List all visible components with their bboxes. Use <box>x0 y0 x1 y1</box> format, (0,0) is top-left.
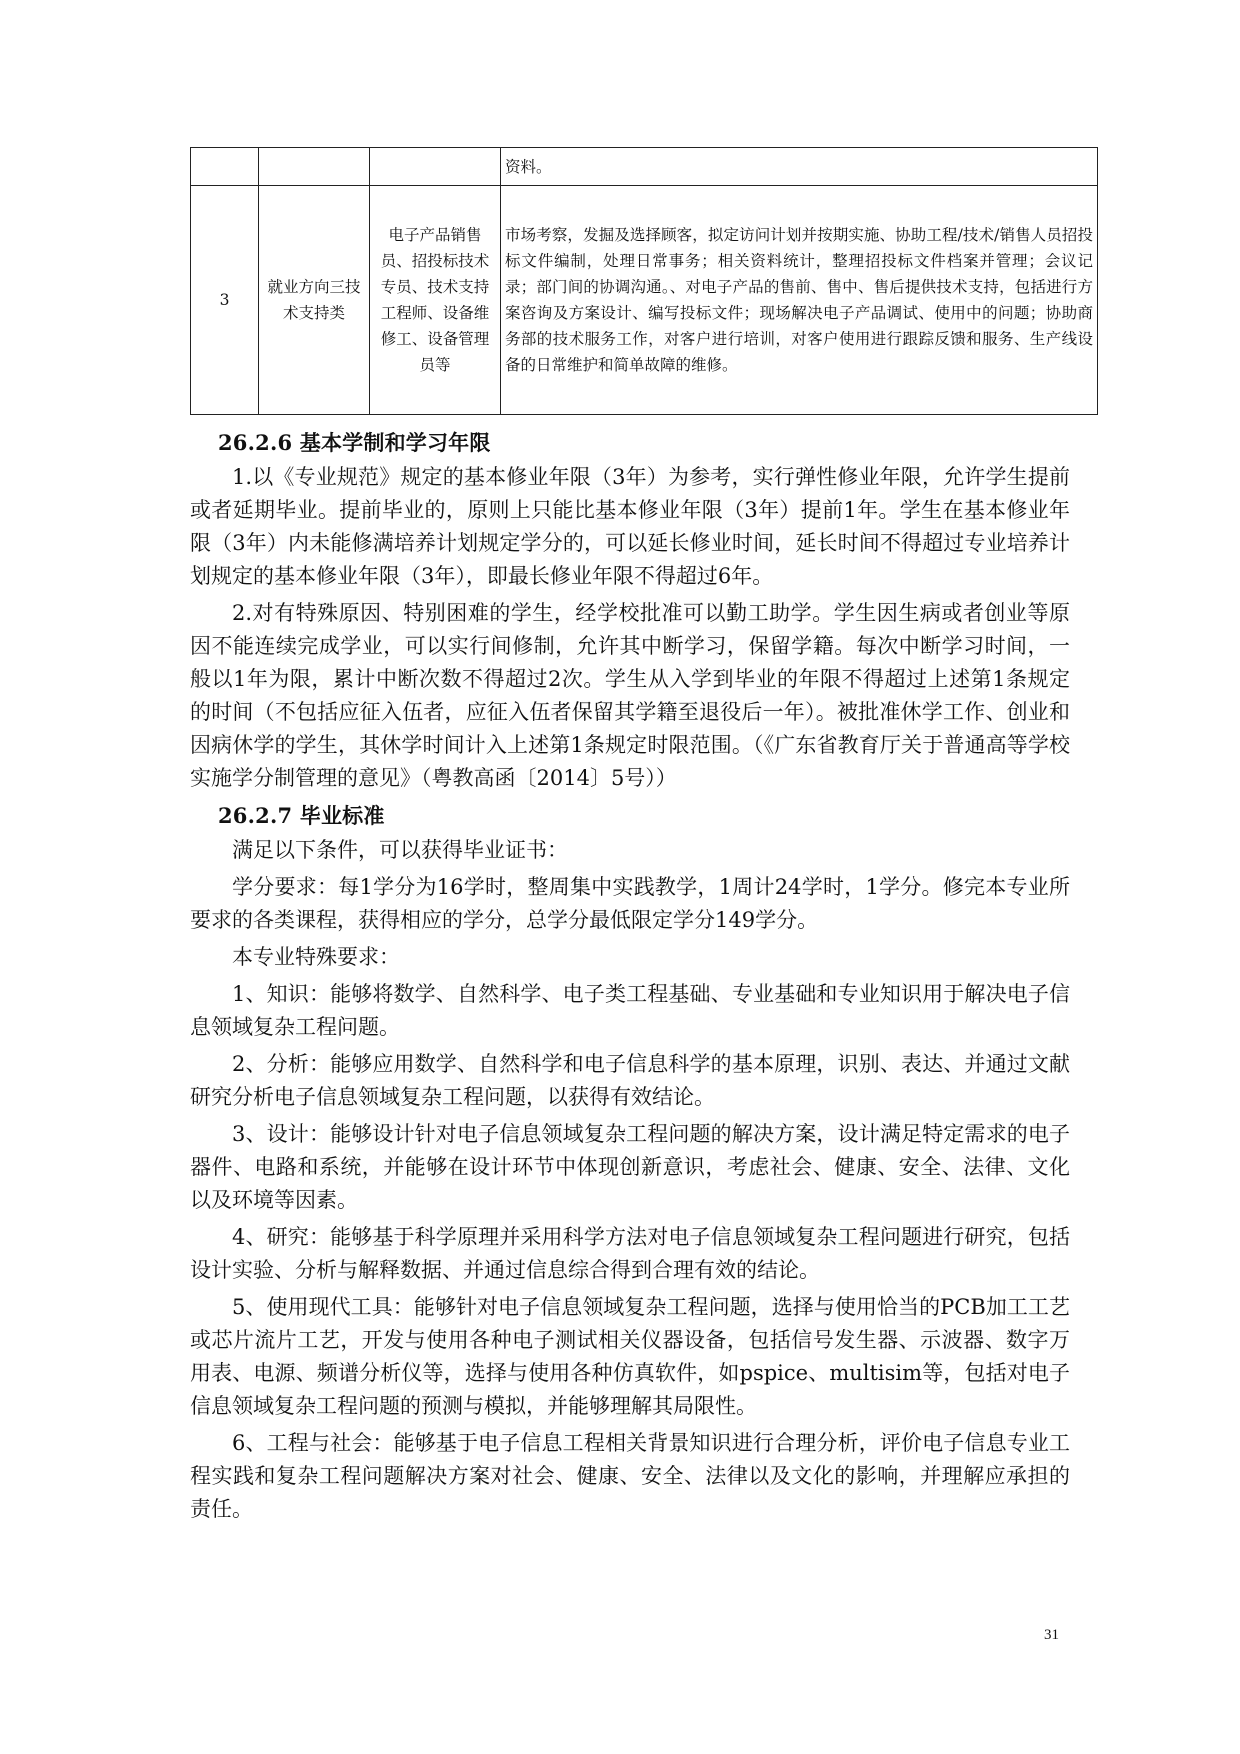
table-cell-positions: 电子产品销售员、招投标技术专员、技术支持工程师、设备维修工、设备管理员等 <box>370 186 501 415</box>
section-heading-duration: 26.2.6 基本学制和学习年限 <box>218 430 491 455</box>
paragraph: 2.对有特殊原因、特别困难的学生，经学校批准可以勤工助学。学生因生病或者创业等原因不能连续完成学业，可以实行间修制，允许其中断学习，保留学籍。每次中断学习时间，一般以1年为限，累计中断次数不得超过2次。学生从入学到毕业的年限不得超过上述第1条规定的时间（不包括应征入伍者，应征入伍者保留其学籍至退役后一年）。被批准休学工作、创业和因病休学的学生，其休学时间计入上述第1条规定时限范围。（《广东省教育厅关于普通高等学校实施学分制管理的意见》（粤教高函〔2014〕5号）） <box>190 601 1070 790</box>
description-text: 市场考察，发掘及选择顾客，拟定访问计划并按期实施、协助工程/技术/销售人员招投标文件编制，处理日常事务；相关资料统计，整理招投标文件档案并管理；会议记录；部门间的协调沟通。、对电子产品的售前、售中、售后提供技术支持，包括进行方案咨询及方案设计、编写投标文件；现场解决电子产品调试、使用中的问题；协助商务部的技术服务工作，对客户进行培训，对客户使用进行跟踪反馈和服务、生产线设备的日常维护和简单故障的维修。 <box>505 226 1093 374</box>
paragraph: 5、使用现代工具：能够针对电子信息领域复杂工程问题，选择与使用恰当的PCB加工工艺或芯片流片工艺，开发与使用各种电子测试相关仪器设备，包括信号发生器、示波器、数字万用表、电源、频谱分析仪等，选择与使用各种仿真软件，如pspice、multisim等，包括对电子信息领域复杂工程问题的预测与模拟，并能够理解其局限性。 <box>190 1295 1070 1418</box>
paragraph: 4、研究：能够基于科学原理并采用科学方法对电子信息领域复杂工程问题进行研究，包括设计实验、分析与解释数据、并通过信息综合得到合理有效的结论。 <box>190 1225 1070 1282</box>
paragraph: 1、知识：能够将数学、自然科学、电子类工程基础、专业基础和专业知识用于解决电子信息领域复杂工程问题。 <box>190 982 1070 1039</box>
table-row <box>191 148 1098 186</box>
section-heading-graduation: 26.2.7 毕业标准 <box>218 803 385 828</box>
table-cell-no <box>191 148 259 186</box>
table-cell-description <box>501 186 1098 415</box>
paragraph: 6、工程与社会：能够基于电子信息工程相关背景知识进行合理分析，评价电子信息专业工程实践和复杂工程问题解决方案对社会、健康、安全、法律以及文化的影响，并理解应承担的责任。 <box>190 1431 1070 1521</box>
description-text: 资料。 <box>505 157 552 176</box>
employment-direction-table <box>190 147 1098 415</box>
paragraph: 2、分析：能够应用数学、自然科学和电子信息科学的基本原理，识别、表达、并通过文献研究分析电子信息领域复杂工程问题，以获得有效结论。 <box>190 1052 1070 1109</box>
main-content <box>190 426 1070 1530</box>
page-number: 31 <box>1044 1627 1059 1643</box>
table-cell-direction <box>259 148 370 186</box>
table-cell-positions <box>370 148 501 186</box>
table-cell-no: 3 <box>191 186 259 415</box>
table-row <box>191 186 1098 415</box>
paragraph: 3、设计：能够设计针对电子信息领域复杂工程问题的解决方案，设计满足特定需求的电子器件、电路和系统，并能够在设计环节中体现创新意识，考虑社会、健康、安全、法律、文化以及环境等因素。 <box>190 1122 1070 1212</box>
paragraph: 学分要求：每1学分为16学时，整周集中实践教学，1周计24学时，1学分。修完本专业所要求的各类课程，获得相应的学分，总学分最低限定学分149学分。 <box>190 875 1070 932</box>
paragraph: 满足以下条件，可以获得毕业证书： <box>232 838 568 862</box>
table-cell-description <box>501 148 1098 186</box>
paragraph: 1.以《专业规范》规定的基本修业年限（3年）为参考，实行弹性修业年限，允许学生提前或者延期毕业。提前毕业的，原则上只能比基本修业年限（3年）提前1年。学生在基本修业年限（3年）内未能修满培养计划规定学分的，可以延长修业时间，延长时间不得超过专业培养计划规定的基本修业年限（3年），即最长修业年限不得超过6年。 <box>190 465 1070 588</box>
table-cell-direction: 就业方向三技术支持类 <box>259 186 370 415</box>
paragraph: 本专业特殊要求： <box>232 945 400 969</box>
